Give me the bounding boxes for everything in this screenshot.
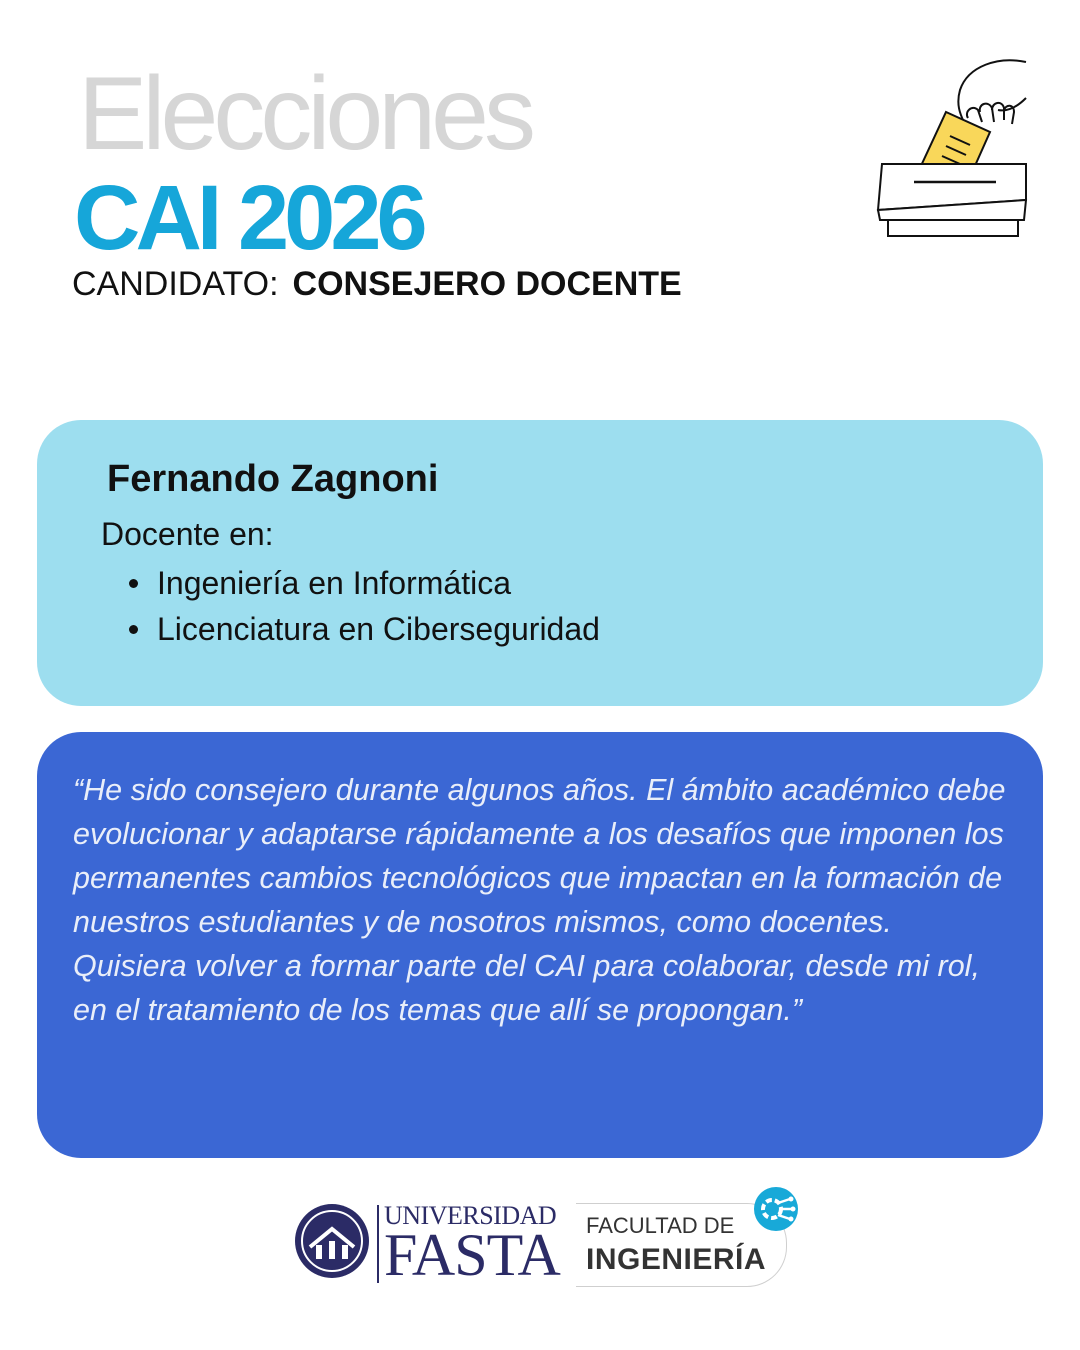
quote-card xyxy=(37,732,1043,1158)
list-item xyxy=(129,560,600,606)
bullet-icon xyxy=(129,579,138,588)
candidate-quote: “He sido consejero durante algunos años. El ámbito académico debe evolucionar y adaptarse rápidamente a los desafíos que imponen los permanentes cambios tecnológicos que impactan en la formación de nuestros estudiantes y de nosotros mismos, como docentes. Quisiera volver a formar parte del CAI para colaborar, desde mi rol, en el tratamiento de los temas que allí se propongan.” xyxy=(73,773,1006,1027)
list-item xyxy=(129,606,600,652)
bullet-icon xyxy=(129,625,138,634)
heading-cai-2026: CAI 2026 xyxy=(74,167,423,269)
careers-list xyxy=(129,560,600,652)
career-label: Licenciatura en Ciberseguridad xyxy=(157,611,600,647)
heading xyxy=(74,56,634,269)
candidate-role: CONSEJERO DOCENTE xyxy=(292,265,682,303)
teaches-label: Docente en: xyxy=(101,516,274,552)
logo-divider xyxy=(377,1205,379,1283)
university-main-text: FASTA xyxy=(384,1222,560,1288)
ballot-box-icon xyxy=(868,52,1038,247)
circuit-gear-icon xyxy=(752,1185,800,1233)
heading-elecciones: Elecciones xyxy=(78,56,531,172)
faculty-line2: INGENIERÍA xyxy=(586,1243,767,1276)
candidate-label: CANDIDATO: xyxy=(72,265,279,303)
faculty-line1: FACULTAD DE xyxy=(586,1213,735,1238)
candidate-info-card xyxy=(37,420,1043,706)
footer-logos xyxy=(290,1185,810,1295)
candidate-line xyxy=(72,264,682,304)
university-top-text: UNIVERSIDAD xyxy=(384,1201,557,1230)
university-emblem-icon xyxy=(294,1203,370,1279)
candidate-name: Fernando Zagnoni xyxy=(107,458,439,500)
career-label: Ingeniería en Informática xyxy=(157,565,511,601)
